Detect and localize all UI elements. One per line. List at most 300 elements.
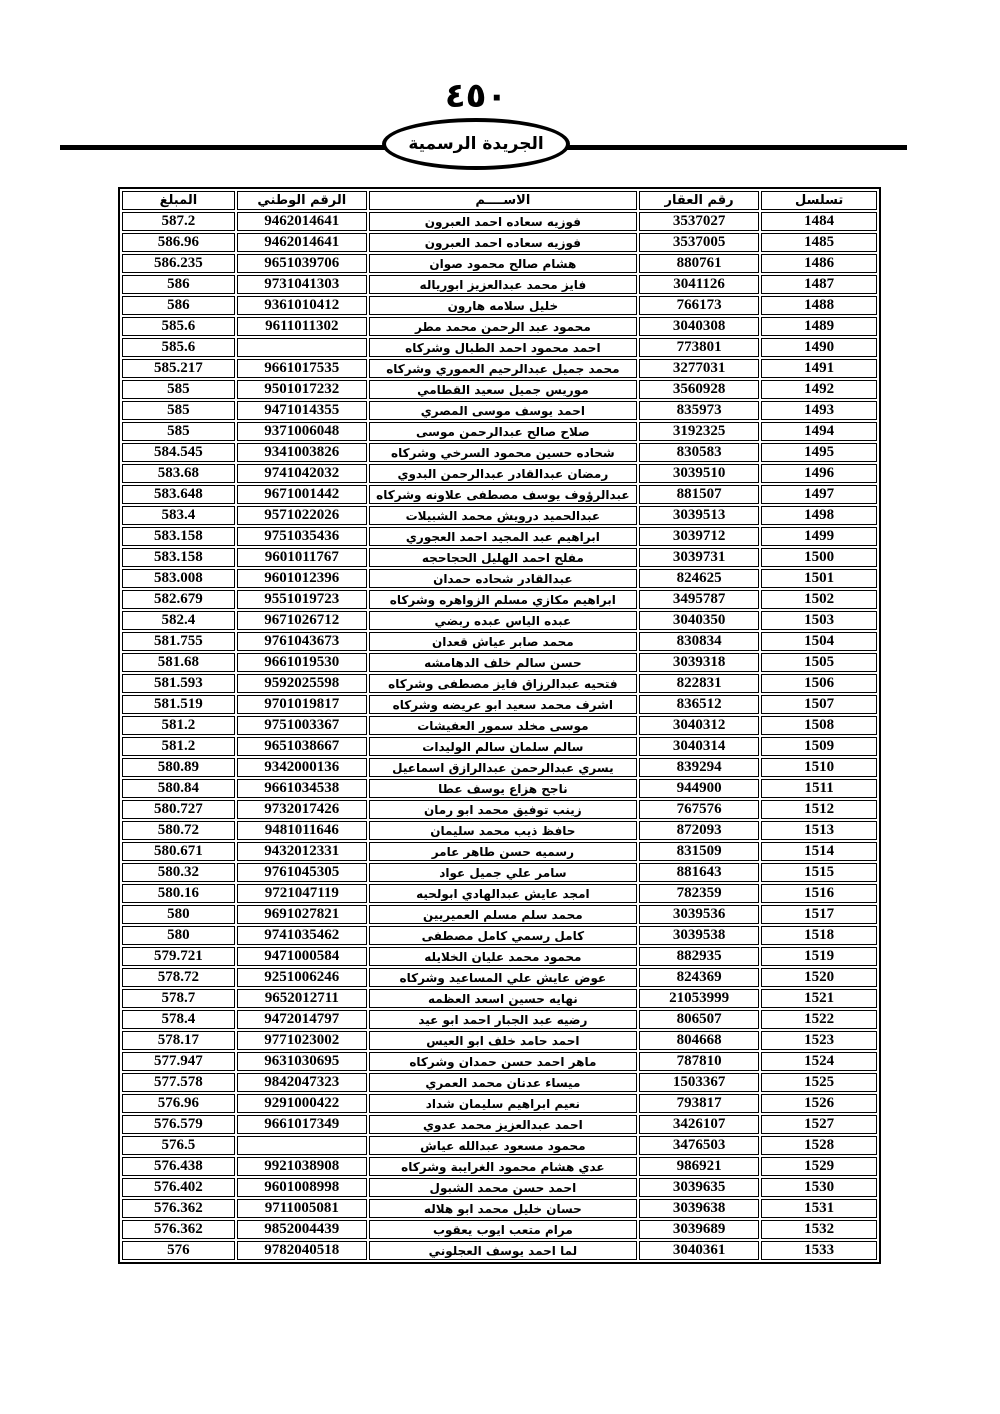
table-row [122,485,877,504]
amount-cell: 585 [122,380,235,399]
property-number-cell: 782359 [639,884,759,903]
national-id-cell: 9751035436 [237,527,367,546]
amount-cell: 586 [122,296,235,315]
name-cell: عبده الياس عبده ربضي [369,611,637,630]
property-number-cell: 3537005 [639,233,759,252]
name-cell: نعيم ابراهيم سليمان شداد [369,1094,637,1113]
serial-cell: 1512 [761,800,877,819]
name-cell: فوزيه سعاده احمد العبرون [369,212,637,231]
serial-cell: 1489 [761,317,877,336]
table-row [122,968,877,987]
name-cell: امجد عايش عبدالهادي ابولحيه [369,884,637,903]
serial-cell: 1508 [761,716,877,735]
name-cell: يسري عبدالرحمن عبدالرازق اسماعيل [369,758,637,777]
serial-cell: 1510 [761,758,877,777]
national-id-cell [237,338,367,357]
amount-cell: 577.947 [122,1052,235,1071]
serial-cell: 1530 [761,1178,877,1197]
national-id-cell: 9462014641 [237,212,367,231]
national-id-cell: 9361010412 [237,296,367,315]
national-id-cell: 9611011302 [237,317,367,336]
amount-cell: 578.72 [122,968,235,987]
property-number-cell: 3039638 [639,1199,759,1218]
property-number-cell: 787810 [639,1052,759,1071]
name-cell: حافظ ذيب محمد سليمان [369,821,637,840]
national-id-cell: 9701019817 [237,695,367,714]
property-number-cell: 824625 [639,569,759,588]
table-row [122,1010,877,1029]
records-table [118,187,881,1264]
table-row [122,317,877,336]
table-row [122,947,877,966]
national-id-cell: 9842047323 [237,1073,367,1092]
table-row [122,212,877,231]
national-id-cell: 9691027821 [237,905,367,924]
amount-cell: 582.4 [122,611,235,630]
property-number-cell: 3040312 [639,716,759,735]
name-cell: محمد سلم مسلم العميريين [369,905,637,924]
table-row [122,1052,877,1071]
amount-cell: 581.755 [122,632,235,651]
table-row [122,758,877,777]
table-row [122,716,877,735]
property-number-cell: 881507 [639,485,759,504]
amount-cell: 586 [122,275,235,294]
name-cell: ابراهيم عبد المجيد احمد العجوري [369,527,637,546]
name-cell: احمد حامد خلف ابو العيس [369,1031,637,1050]
national-id-cell: 9291000422 [237,1094,367,1113]
serial-cell: 1518 [761,926,877,945]
property-number-cell: 3039536 [639,905,759,924]
property-number-cell: 3537027 [639,212,759,231]
serial-cell: 1492 [761,380,877,399]
name-cell: عوض عايش علي المساعيد وشركاه [369,968,637,987]
name-cell: صلاح صالح عبدالرحمن موسى [369,422,637,441]
table-row [122,1031,877,1050]
table-row [122,548,877,567]
property-number-cell: 830583 [639,443,759,462]
serial-cell: 1493 [761,401,877,420]
name-cell: هشام صالح محمود صوان [369,254,637,273]
table-row [122,506,877,525]
national-id-cell: 9741042032 [237,464,367,483]
national-id-cell: 9251006246 [237,968,367,987]
national-id-cell: 9551019723 [237,590,367,609]
table-row [122,653,877,672]
property-number-cell: 3041126 [639,275,759,294]
amount-cell: 576.579 [122,1115,235,1134]
national-id-cell: 9921038908 [237,1157,367,1176]
name-cell: رضيه عبد الجبار احمد ابو عيد [369,1010,637,1029]
column-header-property: رقم العقار [639,191,759,210]
amount-cell: 580 [122,905,235,924]
property-number-cell: 3039513 [639,506,759,525]
name-cell: كامل رسمي كامل مصطفى [369,926,637,945]
amount-cell: 578.17 [122,1031,235,1050]
table-row [122,1136,877,1155]
name-cell: عبدالقادر شحاده حمدان [369,569,637,588]
name-cell: ماهر احمد حسن حمدان وشركاه [369,1052,637,1071]
name-cell: احمد حسن محمد الشبول [369,1178,637,1197]
name-cell: ناجح هزاع يوسف عطا [369,779,637,798]
national-id-cell: 9671026712 [237,611,367,630]
national-id-cell: 9471000584 [237,947,367,966]
property-number-cell: 767576 [639,800,759,819]
table-row [122,422,877,441]
name-cell: محمود محمد عليان الخلايله [369,947,637,966]
national-id-cell: 9631030695 [237,1052,367,1071]
table-row [122,1199,877,1218]
table-row [122,1157,877,1176]
national-id-cell: 9601011767 [237,548,367,567]
property-number-cell: 3040361 [639,1241,759,1260]
property-number-cell: 3476503 [639,1136,759,1155]
amount-cell: 581.519 [122,695,235,714]
serial-cell: 1506 [761,674,877,693]
property-number-cell: 3495787 [639,590,759,609]
amount-cell: 576.438 [122,1157,235,1176]
name-cell: لما احمد يوسف العجلوني [369,1241,637,1260]
amount-cell: 582.679 [122,590,235,609]
name-cell: عبدالرؤوف يوسف مصطفى علاونه وشركاه [369,485,637,504]
property-number-cell: 3426107 [639,1115,759,1134]
name-cell: محمود عبد الرحمن محمد مطر [369,317,637,336]
amount-cell: 586.235 [122,254,235,273]
property-number-cell: 3277031 [639,359,759,378]
property-number-cell: 3039318 [639,653,759,672]
national-id-cell: 9782040518 [237,1241,367,1260]
property-number-cell: 766173 [639,296,759,315]
property-number-cell: 3560928 [639,380,759,399]
amount-cell: 576.362 [122,1220,235,1239]
serial-cell: 1500 [761,548,877,567]
amount-cell: 583.008 [122,569,235,588]
name-cell: محمود مسعود عبدالله عياش [369,1136,637,1155]
table-row [122,674,877,693]
property-number-cell: 3039731 [639,548,759,567]
national-id-cell: 9501017232 [237,380,367,399]
amount-cell: 583.4 [122,506,235,525]
property-number-cell: 882935 [639,947,759,966]
amount-cell: 585.6 [122,317,235,336]
amount-cell: 587.2 [122,212,235,231]
table-row [122,338,877,357]
property-number-cell: 3039510 [639,464,759,483]
serial-cell: 1520 [761,968,877,987]
table-row [122,863,877,882]
amount-cell: 583.648 [122,485,235,504]
name-cell: فايز محمد عبدالعزيز ابورياله [369,275,637,294]
name-cell: شحاده حسين محمود السرخي وشركاه [369,443,637,462]
table-row [122,296,877,315]
name-cell: مفلح احمد الهليل الحجاحجه [369,548,637,567]
national-id-cell: 9601008998 [237,1178,367,1197]
national-id-cell: 9371006048 [237,422,367,441]
national-id-cell: 9481011646 [237,821,367,840]
name-cell: حسان خليل محمد ابو هلاله [369,1199,637,1218]
serial-cell: 1514 [761,842,877,861]
name-cell: ميساء عدنان محمد العمري [369,1073,637,1092]
table-row [122,800,877,819]
name-cell: احمد عبدالعزيز محمد عدوي [369,1115,637,1134]
property-number-cell: 839294 [639,758,759,777]
property-number-cell: 21053999 [639,989,759,1008]
page-number: ٤٥٠ [444,76,508,116]
property-number-cell: 793817 [639,1094,759,1113]
amount-cell: 583.68 [122,464,235,483]
serial-cell: 1528 [761,1136,877,1155]
amount-cell: 586.96 [122,233,235,252]
name-cell: فتحيه عبدالرزاق فايز مصطفى وشركاه [369,674,637,693]
serial-cell: 1526 [761,1094,877,1113]
property-number-cell: 773801 [639,338,759,357]
table-row [122,1094,877,1113]
serial-cell: 1523 [761,1031,877,1050]
national-id-cell: 9661034538 [237,779,367,798]
serial-cell: 1496 [761,464,877,483]
property-number-cell: 3040350 [639,611,759,630]
serial-cell: 1513 [761,821,877,840]
property-number-cell: 3039635 [639,1178,759,1197]
national-id-cell: 9661017535 [237,359,367,378]
property-number-cell: 804668 [639,1031,759,1050]
national-id-cell: 9671001442 [237,485,367,504]
serial-cell: 1498 [761,506,877,525]
amount-cell: 581.2 [122,716,235,735]
name-cell: موسى مخلد سمور العفيشات [369,716,637,735]
table-row [122,737,877,756]
national-id-cell: 9761043673 [237,632,367,651]
property-number-cell: 3040308 [639,317,759,336]
table-row [122,254,877,273]
amount-cell: 576.362 [122,1199,235,1218]
property-number-cell: 986921 [639,1157,759,1176]
national-id-cell: 9721047119 [237,884,367,903]
serial-cell: 1486 [761,254,877,273]
national-id-cell: 9432012331 [237,842,367,861]
national-id-cell: 9741035462 [237,926,367,945]
property-number-cell: 3039538 [639,926,759,945]
property-number-cell: 831509 [639,842,759,861]
amount-cell: 580.671 [122,842,235,861]
table-row [122,1178,877,1197]
table-row [122,464,877,483]
amount-cell: 580.72 [122,821,235,840]
national-id-cell: 9852004439 [237,1220,367,1239]
table-row [122,884,877,903]
amount-cell: 580.16 [122,884,235,903]
serial-cell: 1505 [761,653,877,672]
amount-cell: 585.6 [122,338,235,357]
amount-cell: 576.5 [122,1136,235,1155]
property-number-cell: 881643 [639,863,759,882]
name-cell: خليل سلامه هارون [369,296,637,315]
name-cell: رمضان عبدالقادر عبدالرحمن البدوي [369,464,637,483]
serial-cell: 1485 [761,233,877,252]
name-cell: سامر علي جميل عواد [369,863,637,882]
table-row [122,1115,877,1134]
serial-cell: 1499 [761,527,877,546]
table-row [122,527,877,546]
table-row [122,695,877,714]
serial-cell: 1488 [761,296,877,315]
property-number-cell: 824369 [639,968,759,987]
amount-cell: 580.727 [122,800,235,819]
name-cell: احمد يوسف موسى المصري [369,401,637,420]
table-row [122,632,877,651]
amount-cell: 576.96 [122,1094,235,1113]
amount-cell: 580.84 [122,779,235,798]
serial-cell: 1503 [761,611,877,630]
national-id-cell [237,1136,367,1155]
serial-cell: 1507 [761,695,877,714]
serial-cell: 1516 [761,884,877,903]
amount-cell: 585 [122,401,235,420]
national-id-cell: 9651039706 [237,254,367,273]
serial-cell: 1484 [761,212,877,231]
serial-cell: 1522 [761,1010,877,1029]
serial-cell: 1501 [761,569,877,588]
amount-cell: 581.68 [122,653,235,672]
gazette-banner-title: الجريدة الرسمية [408,134,544,154]
name-cell: مرام متعب ايوب يعقوب [369,1220,637,1239]
national-id-cell: 9652012711 [237,989,367,1008]
serial-cell: 1515 [761,863,877,882]
table-row [122,1220,877,1239]
national-id-cell: 9732017426 [237,800,367,819]
amount-cell: 585.217 [122,359,235,378]
amount-cell: 576.402 [122,1178,235,1197]
table-header-row [122,191,877,210]
national-id-cell: 9661019530 [237,653,367,672]
property-number-cell: 3192325 [639,422,759,441]
name-cell: سالم سلمان سالم الوليدات [369,737,637,756]
amount-cell: 581.593 [122,674,235,693]
serial-cell: 1525 [761,1073,877,1092]
name-cell: اشرف محمد سعيد ابو عريضه وشركاه [369,695,637,714]
national-id-cell: 9592025598 [237,674,367,693]
property-number-cell: 3039712 [639,527,759,546]
serial-cell: 1532 [761,1220,877,1239]
table-row [122,233,877,252]
name-cell: محمد جميل عبدالرحيم العموري وشركاه [369,359,637,378]
amount-cell: 585 [122,422,235,441]
table-row [122,1073,877,1092]
property-number-cell: 806507 [639,1010,759,1029]
amount-cell: 580 [122,926,235,945]
amount-cell: 578.7 [122,989,235,1008]
serial-cell: 1509 [761,737,877,756]
table-row [122,569,877,588]
serial-cell: 1519 [761,947,877,966]
column-header-amount: المبلغ [122,191,235,210]
name-cell: عدي هشام محمود الغرايبة وشركاه [369,1157,637,1176]
amount-cell: 580.32 [122,863,235,882]
serial-cell: 1494 [761,422,877,441]
property-number-cell: 872093 [639,821,759,840]
serial-cell: 1497 [761,485,877,504]
property-number-cell: 944900 [639,779,759,798]
amount-cell: 581.2 [122,737,235,756]
table-row [122,590,877,609]
property-number-cell: 835973 [639,401,759,420]
serial-cell: 1504 [761,632,877,651]
national-id-cell: 9462014641 [237,233,367,252]
amount-cell: 583.158 [122,527,235,546]
name-cell: موريس جميل سعيد القطامي [369,380,637,399]
column-header-national-id: الرقم الوطني [237,191,367,210]
name-cell: نهايه حسين اسعد العظمه [369,989,637,1008]
serial-cell: 1524 [761,1052,877,1071]
amount-cell: 577.578 [122,1073,235,1092]
national-id-cell: 9731041303 [237,275,367,294]
table-row [122,926,877,945]
serial-cell: 1495 [761,443,877,462]
table-row [122,1241,877,1260]
gazette-banner-ellipse [382,118,570,170]
amount-cell: 579.721 [122,947,235,966]
column-header-serial: تسلسل [761,191,877,210]
property-number-cell: 822831 [639,674,759,693]
serial-cell: 1533 [761,1241,877,1260]
property-number-cell: 836512 [639,695,759,714]
table-row [122,275,877,294]
serial-cell: 1527 [761,1115,877,1134]
property-number-cell: 880761 [639,254,759,273]
national-id-cell: 9711005081 [237,1199,367,1218]
name-cell: حسن سالم خلف الدهامشه [369,653,637,672]
table-row [122,821,877,840]
amount-cell: 578.4 [122,1010,235,1029]
serial-cell: 1491 [761,359,877,378]
table-row [122,842,877,861]
national-id-cell: 9472014797 [237,1010,367,1029]
serial-cell: 1502 [761,590,877,609]
name-cell: ابراهيم مكازي مسلم الزواهره وشركاه [369,590,637,609]
table-row [122,611,877,630]
table-row [122,905,877,924]
name-cell: رسميه حسن طاهر عامر [369,842,637,861]
serial-cell: 1529 [761,1157,877,1176]
amount-cell: 576 [122,1241,235,1260]
table-row [122,989,877,1008]
national-id-cell: 9771023002 [237,1031,367,1050]
national-id-cell: 9341003826 [237,443,367,462]
table-row [122,443,877,462]
serial-cell: 1511 [761,779,877,798]
national-id-cell: 9571022026 [237,506,367,525]
table-row [122,401,877,420]
property-number-cell: 830834 [639,632,759,651]
name-cell: احمد محمود احمد الطبال وشركاه [369,338,637,357]
serial-cell: 1531 [761,1199,877,1218]
name-cell: محمد صابر عياش قعدان [369,632,637,651]
name-cell: فوزيه سعاده احمد العبرون [369,233,637,252]
amount-cell: 580.89 [122,758,235,777]
national-id-cell: 9761045305 [237,863,367,882]
national-id-cell: 9471014355 [237,401,367,420]
amount-cell: 583.158 [122,548,235,567]
name-cell: زينب توفيق محمد ابو رمان [369,800,637,819]
amount-cell: 584.545 [122,443,235,462]
table-body [122,212,877,1260]
property-number-cell: 3039689 [639,1220,759,1239]
serial-cell: 1521 [761,989,877,1008]
column-header-name: الاســــم [369,191,637,210]
serial-cell: 1487 [761,275,877,294]
property-number-cell: 1503367 [639,1073,759,1092]
table-row [122,380,877,399]
